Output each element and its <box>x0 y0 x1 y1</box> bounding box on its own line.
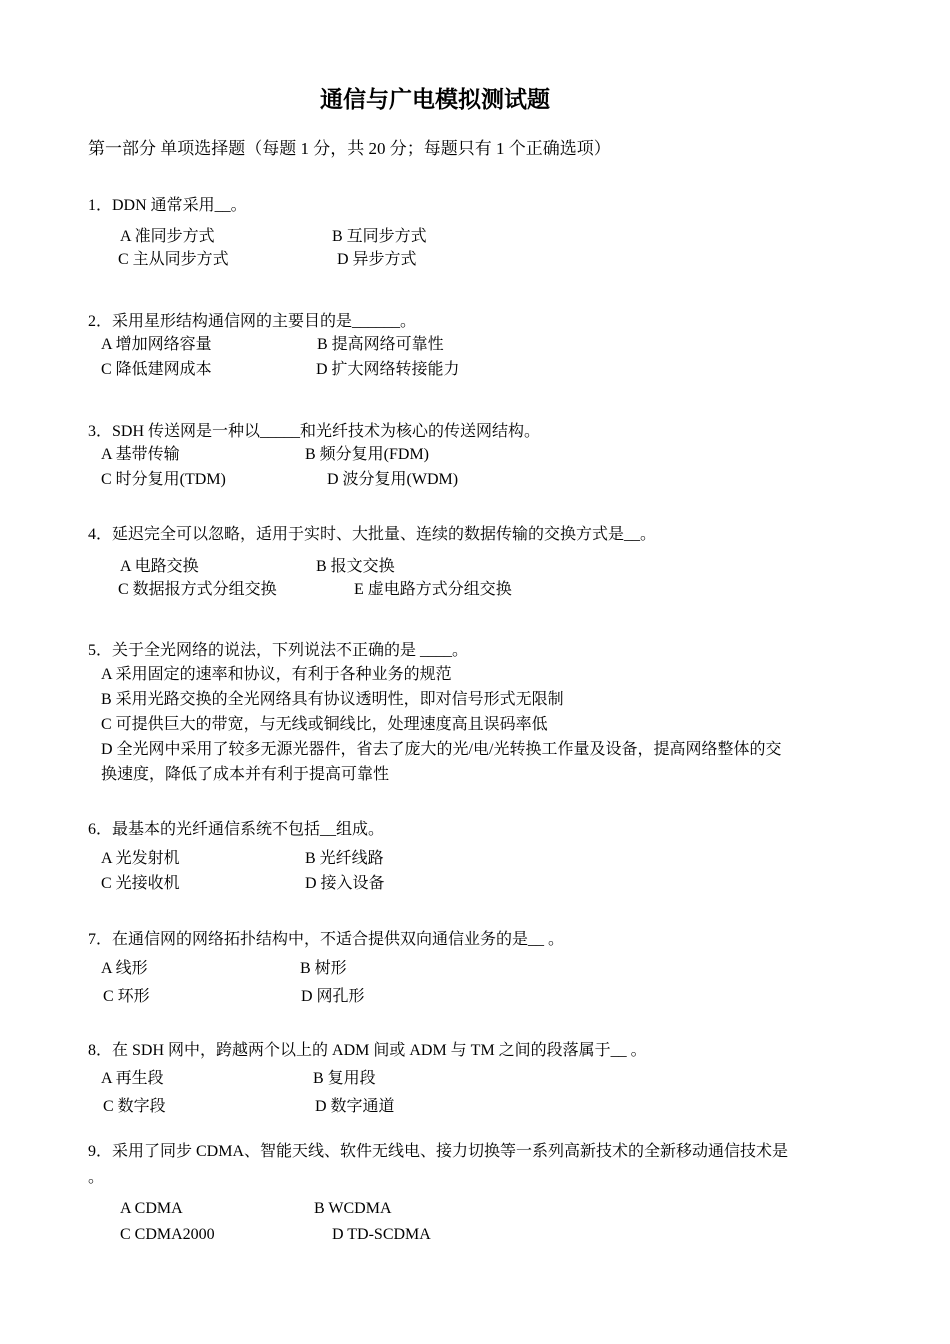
option: C 数字段 <box>103 1098 166 1115</box>
option: A 再生段 <box>101 1070 164 1087</box>
option: B 频分复用(FDM) <box>305 446 430 463</box>
option: A 光发射机 <box>101 850 180 867</box>
option: C CDMA2000 <box>120 1226 215 1243</box>
option: 换速度，降低了成本并有利于提高可靠性 <box>101 766 390 783</box>
option: D TD-SCDMA <box>332 1226 431 1243</box>
option: D 波分复用(WDM) <box>327 471 459 488</box>
question-stem: 2．采用星形结构通信网的主要目的是______。 <box>88 313 417 330</box>
option: C 时分复用(TDM) <box>101 471 226 488</box>
option: A 线形 <box>101 960 148 977</box>
question-stem: 4．延迟完全可以忽略，适用于实时、大批量、连续的数据传输的交换方式是__。 <box>88 526 657 543</box>
section-heading: 第一部分 单项选择题（每题 1 分，共 20 分；每题只有 1 个正确选项） <box>88 139 611 158</box>
option: C 光接收机 <box>101 875 180 892</box>
option: B 报文交换 <box>316 558 395 575</box>
option: A 准同步方式 <box>120 228 215 245</box>
option: B 互同步方式 <box>332 228 427 245</box>
question-stem: 5．关于全光网络的说法，下列说法不正确的是 ____。 <box>88 642 469 659</box>
option: D 接入设备 <box>305 875 385 892</box>
option: C 可提供巨大的带宽，与无线或铜线比，处理速度高且误码率低 <box>101 716 548 733</box>
option: B 采用光路交换的全光网络具有协议透明性，即对信号形式无限制 <box>101 691 564 708</box>
option: B 光纤线路 <box>305 850 384 867</box>
option: C 数据报方式分组交换 <box>118 581 277 598</box>
question-stem: 3．SDH 传送网是一种以_____和光纤技术为核心的传送网结构。 <box>88 423 541 440</box>
question-stem-continuation: 。 <box>88 1169 105 1186</box>
question-stem: 8．在 SDH 网中，跨越两个以上的 ADM 间或 ADM 与 TM 之间的段落属于__ 。 <box>88 1042 647 1059</box>
option: A 电路交换 <box>120 558 199 575</box>
option: C 主从同步方式 <box>118 251 229 268</box>
option: D 全光网中采用了较多无源光器件，省去了庞大的光/电/光转换工作量及设备，提高网络整体的交 <box>101 741 782 758</box>
option: C 环形 <box>103 988 150 1005</box>
option: B 树形 <box>300 960 347 977</box>
option: A 基带传输 <box>101 446 180 463</box>
option: D 异步方式 <box>337 251 417 268</box>
option: C 降低建网成本 <box>101 361 212 378</box>
option: B WCDMA <box>314 1200 392 1217</box>
question-stem: 6．最基本的光纤通信系统不包括__组成。 <box>88 821 385 838</box>
page-title: 通信与广电模拟测试题 <box>320 87 550 112</box>
option: D 扩大网络转接能力 <box>316 361 460 378</box>
question-stem: 1．DDN 通常采用__。 <box>88 197 247 214</box>
option: B 提高网络可靠性 <box>317 336 444 353</box>
option: D 数字通道 <box>315 1098 395 1115</box>
option: B 复用段 <box>313 1070 376 1087</box>
option: E 虚电路方式分组交换 <box>354 581 512 598</box>
question-stem: 7．在通信网的网络拓扑结构中，不适合提供双向通信业务的是__ 。 <box>88 931 565 948</box>
option: D 网孔形 <box>301 988 365 1005</box>
option: A 增加网络容量 <box>101 336 212 353</box>
question-stem: 9．采用了同步 CDMA、智能天线、软件无线电、接力切换等一系列高新技术的全新移动通信技术是 <box>88 1143 789 1160</box>
option: A CDMA <box>120 1200 183 1217</box>
option: A 采用固定的速率和协议，有利于各种业务的规范 <box>101 666 452 683</box>
